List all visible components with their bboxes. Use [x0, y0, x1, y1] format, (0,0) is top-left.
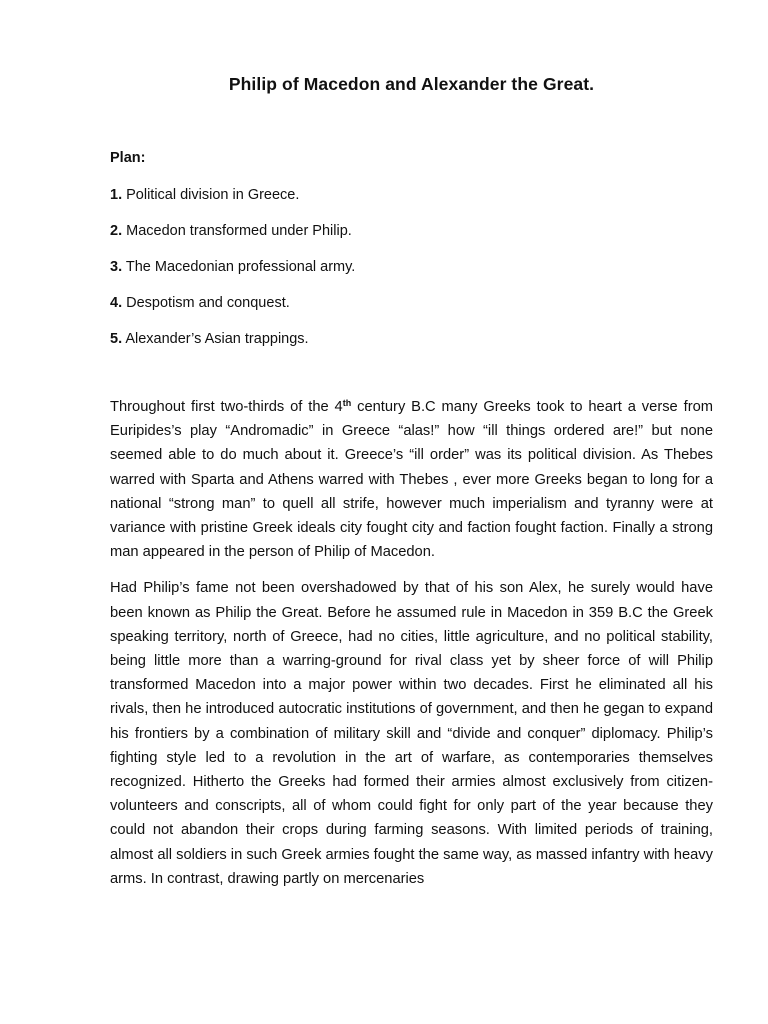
plan-item-number: 5. — [110, 331, 123, 347]
paragraph-text: Throughout first two-thirds of the 4 — [110, 399, 343, 415]
plan-item-text: Political division in Greece. — [126, 187, 300, 203]
ordinal-superscript: th — [342, 398, 352, 408]
paragraph-political-division — [110, 395, 713, 564]
plan-item — [110, 257, 355, 293]
document-page — [110, 0, 713, 1024]
plan-item — [110, 329, 355, 365]
plan-item-number: 3. — [110, 259, 123, 275]
plan-item-text: Macedon transformed under Philip. — [126, 223, 352, 239]
plan-item — [110, 185, 355, 221]
page-title: Philip of Macedon and Alexander the Great. — [228, 74, 595, 94]
plan-item-number: 4. — [110, 295, 123, 311]
paragraph-text: century B.C many Greeks took to heart a verse from Euripides’s play “Andromadic” in Greece “alas!” how “ill things ordered are!” but none seemed able to do much about it. Greece’s “ill order” was its political division. As Thebes warred with Sparta and Athens warred with Thebes , ever more Greeks began to long for a national “strong man” to quell all strife, however much imperialism and tyranny were at variance with pristine Greek ideals city fought city and faction fought faction. Finally a strong man appeared in the person of Philip of Macedon. — [110, 399, 713, 561]
plan-item-text: The Macedonian professional army. — [125, 259, 356, 275]
plan-item-number: 1. — [110, 187, 123, 203]
body-text — [110, 395, 713, 903]
plan-item-text: Alexander’s Asian trappings. — [125, 331, 309, 347]
plan-list — [110, 185, 355, 365]
plan-item-text: Despotism and conquest. — [126, 295, 290, 311]
plan-item-number: 2. — [110, 223, 123, 239]
plan-item — [110, 221, 355, 257]
plan-heading: Plan: — [110, 150, 146, 166]
paragraph-philip: Had Philip’s fame not been overshadowed by that of his son Alex, he surely would have been known as Philip the Great. Before he assumed rule in Macedon in 359 B.C the Greek speaking territory, north of Greece, had no cities, little agriculture, and no political stability, being little more than a warring-ground for rival class yet by sheer force of will Philip transformed Macedon into a major power within two decades. First he eliminated all his rivals, then he introduced autocratic institutions of government, and then he gegan to expand his frontiers by a combination of military skill and “divide and conquer” diplomacy. Philip’s fighting style led to a revolution in the art of warfare, as contemporaries themselves recognized. Hitherto the Greeks had formed their armies almost exclusively from citizen-volunteers and conscripts, all of whom could fight for only part of the year because they could not abandon their crops during farming seasons. With limited periods of training, almost all soldiers in such Greek armies fought the same way, as massed infantry with heavy arms. In contrast, drawing partly on mercenaries — [110, 580, 713, 887]
plan-item — [110, 293, 355, 329]
